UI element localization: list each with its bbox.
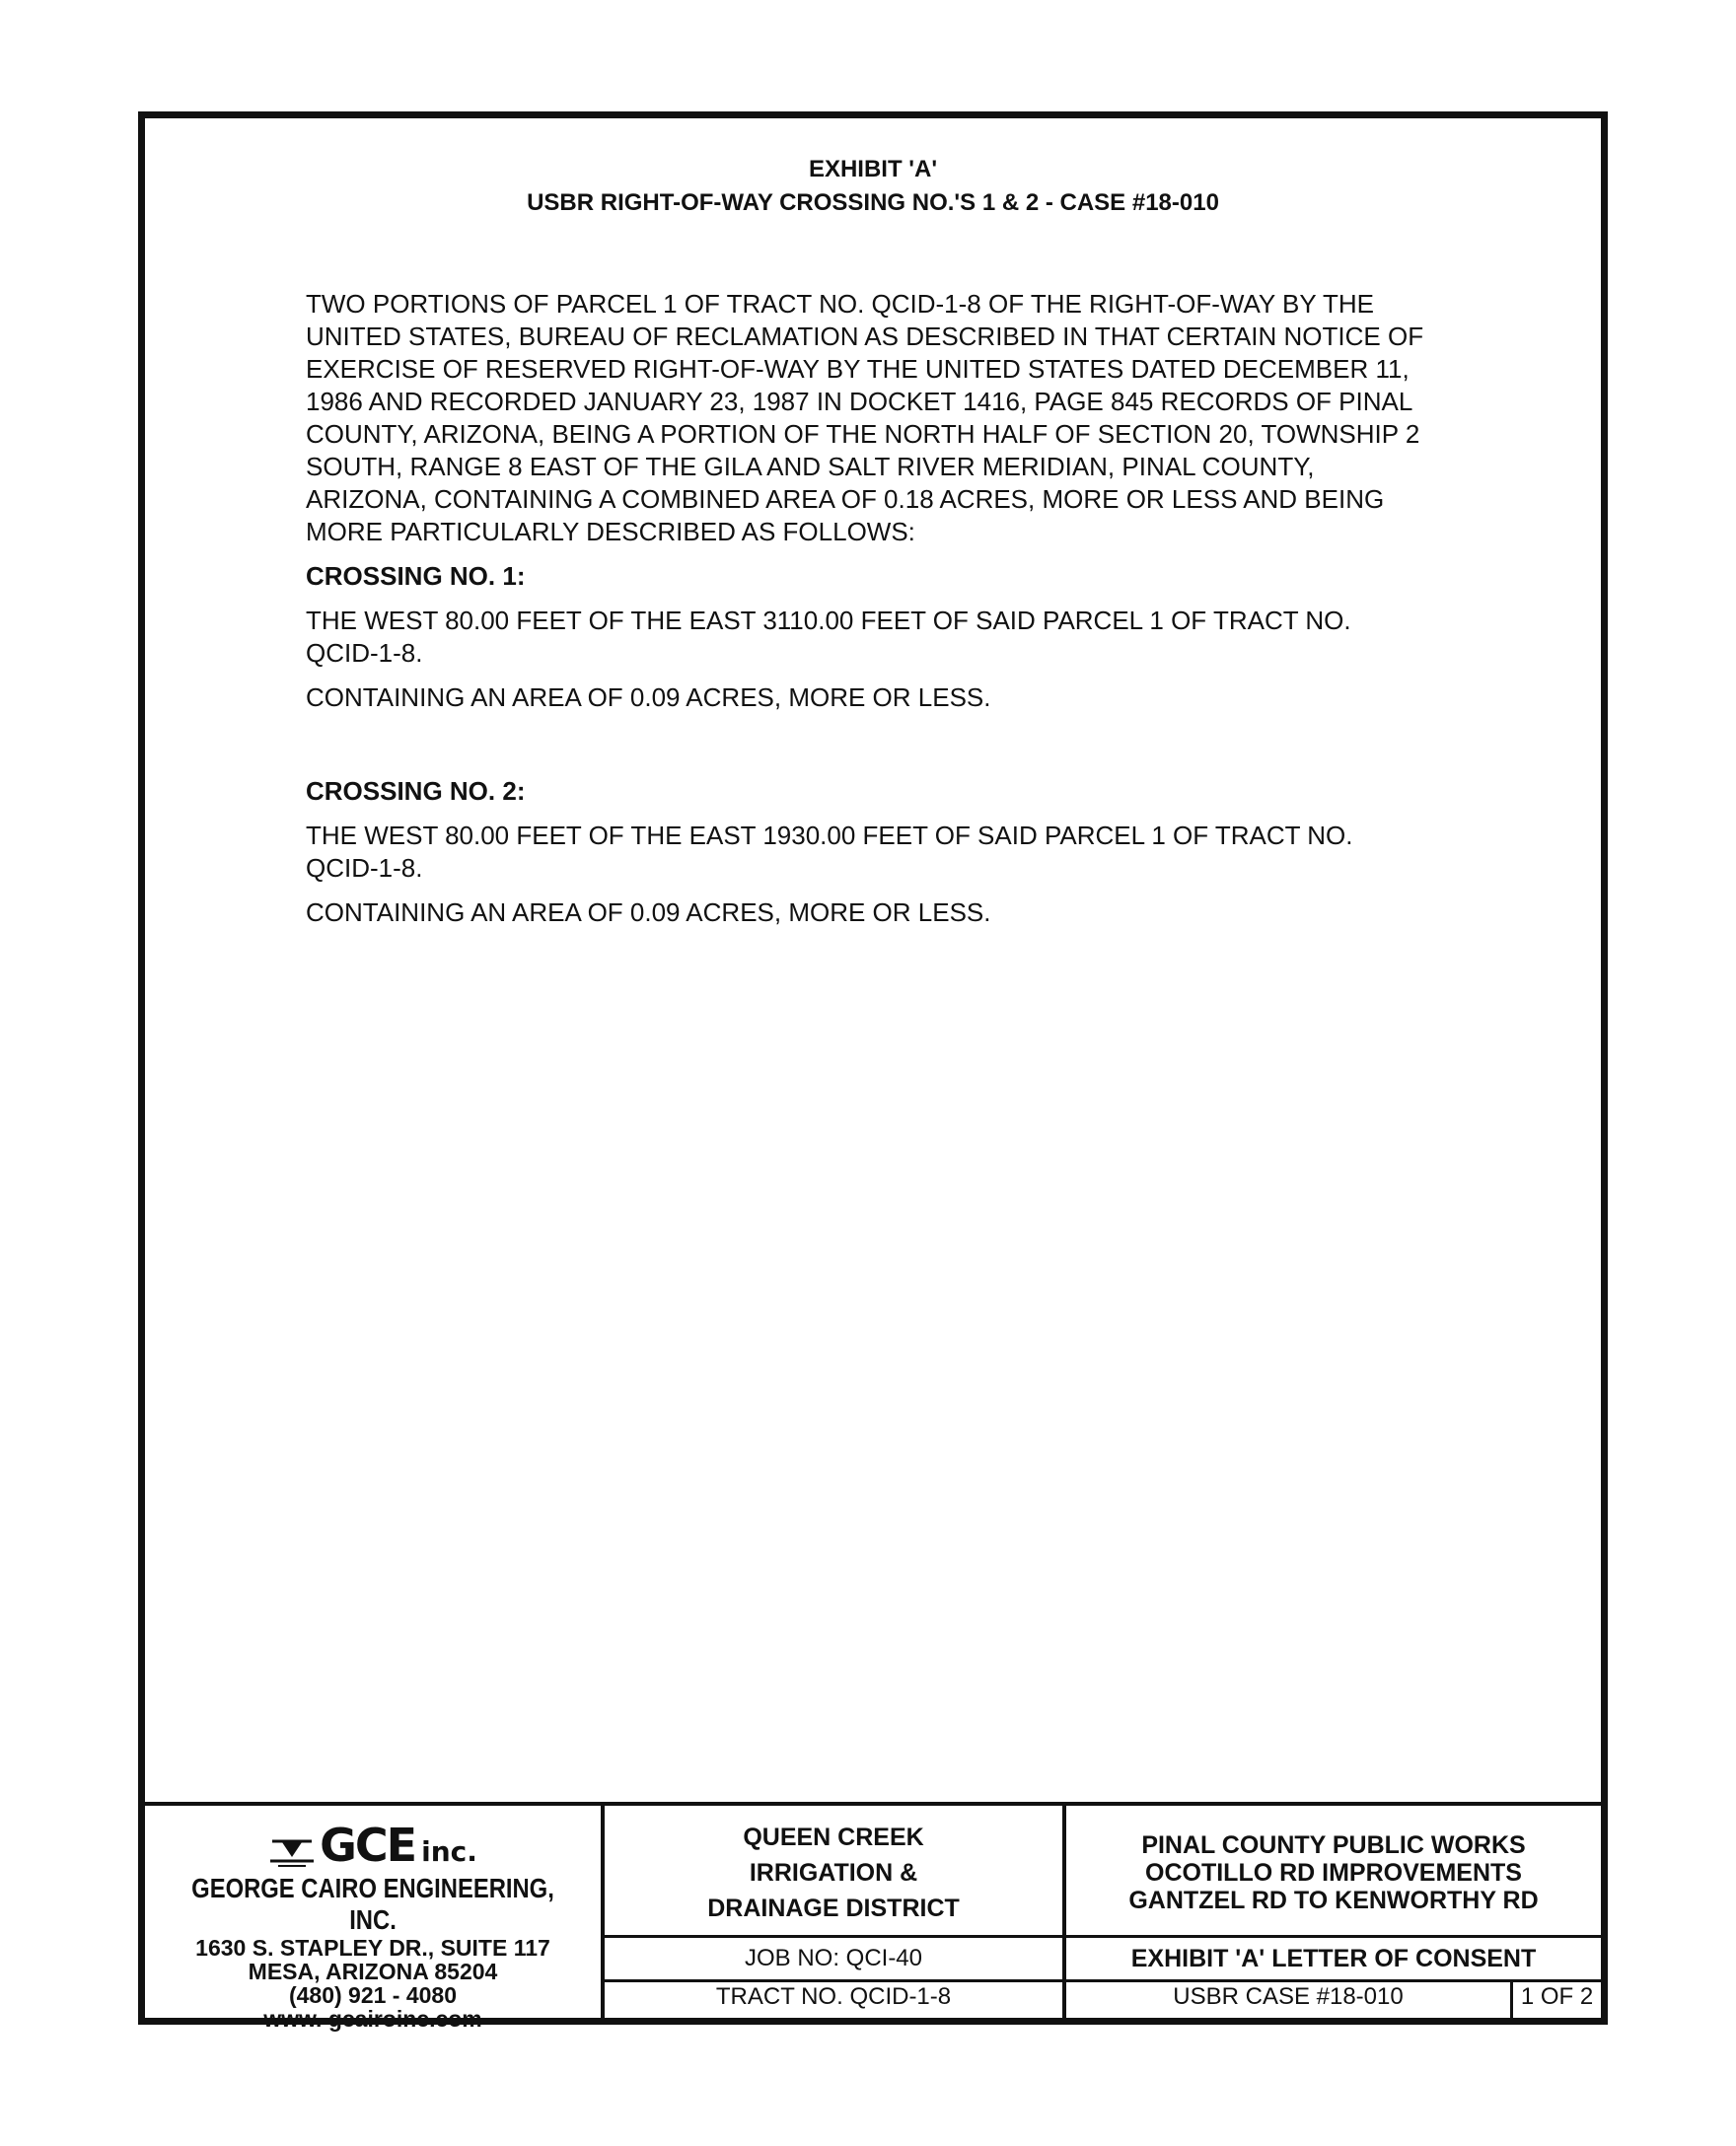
description-line: TWO PORTIONS OF PARCEL 1 OF TRACT NO. QCID-1-8 OF THE RIGHT-OF-WAY BY THE	[306, 289, 1374, 319]
description-line: MORE PARTICULARLY DESCRIBED AS FOLLOWS:	[306, 517, 915, 546]
crossing-2-line: THE WEST 80.00 FEET OF THE EAST 1930.00 FEET OF SAID PARCEL 1 OF TRACT NO.	[306, 821, 1353, 850]
description-line: ARIZONA, CONTAINING A COMBINED AREA OF 0.18 ACRES, MORE OR LESS AND BEING	[306, 484, 1385, 514]
description-paragraph	[306, 288, 1549, 548]
district-cell	[605, 1806, 1066, 2018]
logo-suffix: inc.	[421, 1835, 477, 1868]
crossing-1-area: CONTAINING AN AREA OF 0.09 ACRES, MORE OR LESS.	[306, 682, 991, 712]
survey-mark-icon	[268, 1831, 316, 1867]
exhibit-frame	[138, 111, 1608, 2032]
crossing-2-line: QCID-1-8.	[306, 853, 423, 883]
description-line: UNITED STATES, BUREAU OF RECLAMATION AS DESCRIBED IN THAT CERTAIN NOTICE OF	[306, 322, 1424, 351]
district-name	[605, 1820, 1062, 1926]
project-name	[1066, 1831, 1601, 1914]
case-number: USBR CASE #18-010	[1173, 1983, 1404, 2010]
district-name-line: QUEEN CREEK	[743, 1824, 924, 1851]
crossing-2-heading: CROSSING NO. 2:	[306, 776, 526, 806]
company-name: GEORGE CAIRO ENGINEERING, INC.	[191, 1873, 554, 1935]
legal-description	[306, 288, 1549, 929]
company-website: www. gcairoinc.com	[263, 2006, 482, 2032]
project-name-line: GANTZEL RD TO KENWORTHY RD	[1128, 1887, 1539, 1914]
company-logo	[145, 1819, 601, 1872]
exhibit-title: EXHIBIT 'A'	[808, 156, 938, 182]
description-line: EXERCISE OF RESERVED RIGHT-OF-WAY BY THE UNITED STATES DATED DECEMBER 11,	[306, 354, 1410, 384]
company-cell	[145, 1806, 605, 2032]
tract-number: TRACT NO. QCID-1-8	[715, 1983, 952, 2010]
description-line: COUNTY, ARIZONA, BEING A PORTION OF THE NORTH HALF OF SECTION 20, TOWNSHIP 2	[306, 419, 1420, 449]
title-block	[145, 1802, 1601, 2032]
crossing-1-line: QCID-1-8.	[306, 638, 423, 668]
district-name-line: DRAINAGE DISTRICT	[707, 1895, 960, 1922]
company-address-1: 1630 S. STAPLEY DR., SUITE 117	[195, 1935, 550, 1961]
description-line: 1986 AND RECORDED JANUARY 23, 1987 IN DOCKET 1416, PAGE 845 RECORDS OF PINAL	[306, 387, 1413, 416]
exhibit-header	[145, 153, 1601, 220]
crossing-1-heading: CROSSING NO. 1:	[306, 561, 526, 591]
job-number: JOB NO: QCI-40	[605, 1935, 1062, 1982]
project-name-line: OCOTILLO RD IMPROVEMENTS	[1145, 1859, 1522, 1887]
description-line: SOUTH, RANGE 8 EAST OF THE GILA AND SALT RIVER MERIDIAN, PINAL COUNTY,	[306, 452, 1315, 481]
crossing-2-area: CONTAINING AN AREA OF 0.09 ACRES, MORE OR LESS.	[306, 897, 991, 927]
sheet-number: 1 OF 2	[1510, 1979, 1601, 2018]
company-phone: (480) 921 - 4080	[288, 1982, 458, 2008]
exhibit-subtitle: USBR RIGHT-OF-WAY CROSSING NO.'S 1 & 2 - CASE #18-010	[527, 189, 1219, 216]
exhibit-label: EXHIBIT 'A' LETTER OF CONSENT	[1066, 1935, 1601, 1982]
project-name-line: PINAL COUNTY PUBLIC WORKS	[1141, 1831, 1526, 1859]
district-name-line: IRRIGATION &	[749, 1859, 918, 1887]
crossing-1-line: THE WEST 80.00 FEET OF THE EAST 3110.00 FEET OF SAID PARCEL 1 OF TRACT NO.	[306, 606, 1351, 635]
company-address-2: MESA, ARIZONA 85204	[248, 1959, 498, 1984]
logo-text: GCE	[320, 1819, 416, 1872]
project-cell	[1066, 1806, 1601, 2018]
